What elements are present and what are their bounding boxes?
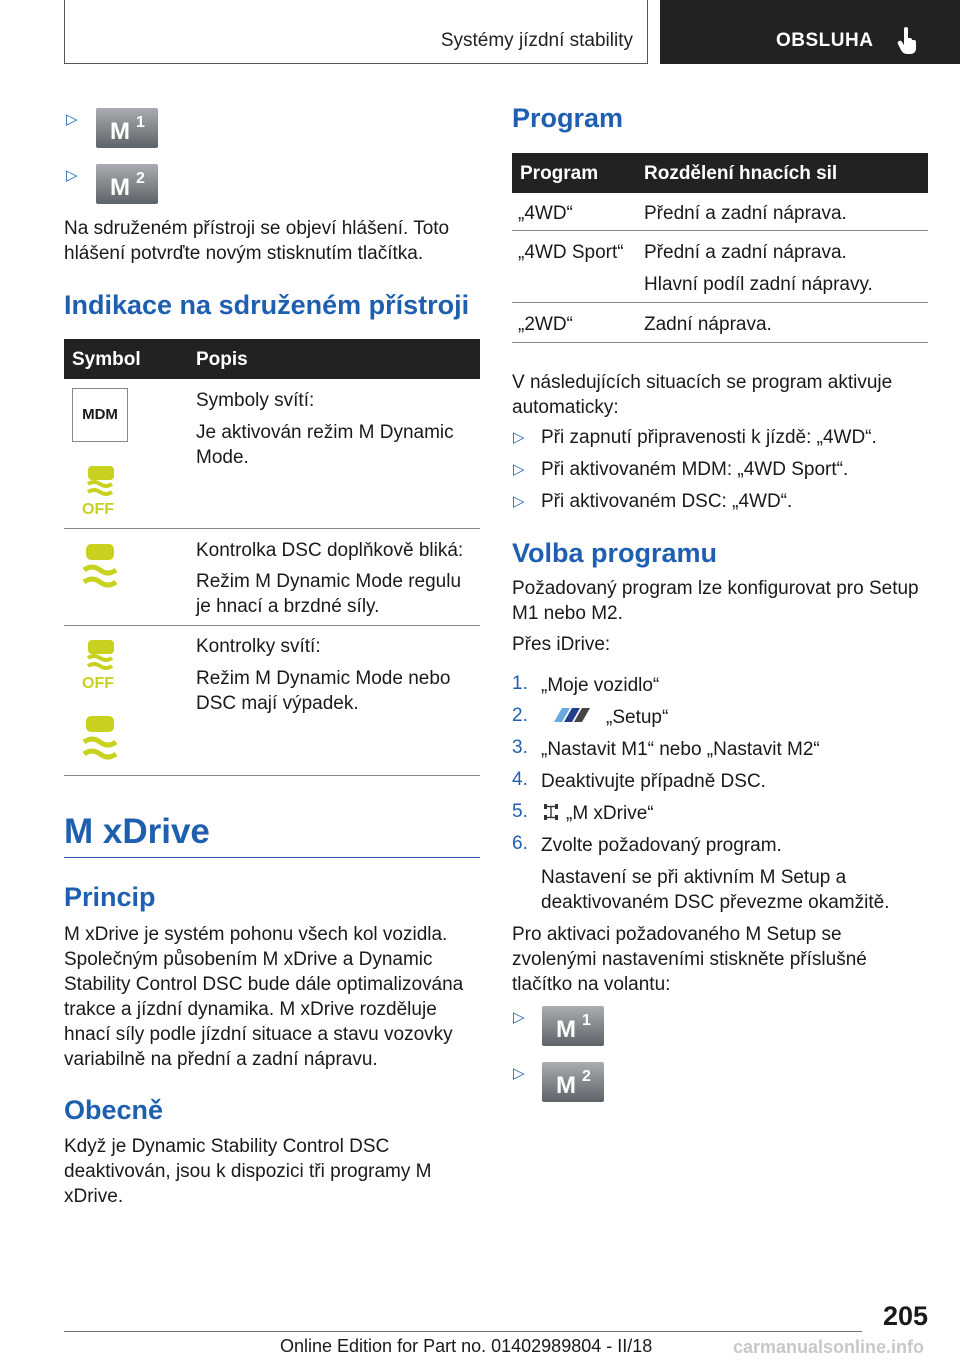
step-3-text: „Nastavit M1“ nebo „Nastavit M2“: [541, 739, 820, 760]
program-heading: Program: [512, 103, 624, 133]
table-row-1-line-1: Symboly svítí:: [196, 390, 315, 411]
auto-bullet-2: Při aktivovaném MDM: „4WD Sport“.: [541, 459, 849, 480]
dsc-icon: [78, 712, 122, 762]
indicator-heading: Indikace na sdruženém přístroji: [64, 290, 470, 320]
svg-text:1: 1: [136, 114, 145, 131]
table-row-2-line-1: Kontrolka DSC doplňkově bliká:: [196, 540, 464, 561]
svg-text:2: 2: [582, 1068, 591, 1085]
step-number: 1.: [512, 673, 528, 694]
idrive-text: Přes iDrive:: [512, 634, 611, 655]
intro-text: Na sdruženém přístroji se objeví hlášení. Toto hlášení potvrďte novým stisknutím tlačítka.: [64, 218, 450, 264]
col-program-header: Program: [520, 163, 599, 184]
step-2-text: „Setup“: [606, 707, 669, 728]
heading-rule: [64, 857, 480, 858]
bullet-triangle-icon: ▷: [513, 461, 525, 478]
col-popis-header: Popis: [196, 349, 248, 370]
dsc-off-icon: [80, 636, 122, 690]
table-divider: [512, 342, 928, 343]
table-row-3-line-2: Režim M Dynamic Mode nebo DSC mají výpadek.: [196, 668, 451, 714]
step-number: 2.: [512, 705, 528, 726]
table-divider: [512, 302, 928, 303]
svg-text:1: 1: [582, 1012, 591, 1029]
step-1-text: „Moje vozidlo“: [541, 675, 660, 696]
svg-text:OFF: OFF: [82, 501, 114, 516]
m2-button-icon: [96, 164, 158, 204]
step-4-text: Deaktivujte případně DSC.: [541, 771, 766, 792]
step-5-text: „M xDrive“: [566, 803, 654, 824]
bullet-triangle-icon: ▷: [66, 111, 78, 128]
footer-rule: [64, 1331, 862, 1332]
activate-text: Pro aktivaci požadovaného M Setup se zvolenými nastaveními stiskněte příslušné tlačítko na volantu:: [512, 924, 867, 995]
table-row-1-line-2: Je aktivován režim M Dynamic Mode.: [196, 422, 454, 468]
header-chapter-tab[interactable]: [660, 0, 960, 64]
step-number: 4.: [512, 769, 528, 790]
bullet-triangle-icon: ▷: [513, 1065, 525, 1082]
volba-heading: Volba programu: [512, 538, 718, 568]
step-6-note: Nastavení se při aktivním M Setup a deaktivovaném DSC převezme okamžitě.: [541, 867, 890, 913]
program-table-header: [512, 153, 928, 193]
svg-text:M: M: [110, 174, 130, 201]
dsc-icon: [78, 540, 122, 590]
step-6-text: Zvolte požadovaný program.: [541, 835, 782, 856]
table-row-2-line-2: Režim M Dynamic Mode regulu je hnací a brzdné síly.: [196, 571, 462, 617]
auto-bullet-3: Při aktivovaném DSC: „4WD“.: [541, 491, 793, 512]
mxdrive-heading: M xDrive: [64, 812, 210, 851]
program-row-3-name: „2WD“: [518, 314, 573, 335]
m-stripes-icon: [546, 706, 596, 724]
symbol-table-header: [64, 339, 480, 379]
dsc-off-icon: [80, 462, 122, 516]
program-row-3-desc: Zadní náprava.: [644, 314, 772, 335]
svg-text:M: M: [556, 1016, 576, 1043]
auto-text: V následujících situacích se program aktivuje automaticky:: [512, 372, 893, 418]
bullet-triangle-icon: ▷: [513, 429, 525, 446]
footer-edition: Online Edition for Part no. 01402989804 - II/18: [280, 1336, 653, 1356]
table-divider: [512, 230, 928, 231]
svg-text:2: 2: [136, 170, 145, 187]
pointing-hand-icon: [897, 26, 919, 54]
program-row-2-name: „4WD Sport“: [518, 242, 624, 263]
drivetrain-icon: [543, 802, 559, 822]
col-symbol-header: Symbol: [72, 349, 141, 370]
header-section-box: [64, 0, 648, 64]
table-row-3-line-1: Kontrolky svítí:: [196, 636, 321, 657]
obecne-heading: Obecně: [64, 1095, 164, 1125]
svg-text:M: M: [110, 118, 130, 145]
auto-bullet-1: Při zapnutí připravenosti k jízdě: „4WD“.: [541, 427, 877, 448]
page-number: 205: [882, 1301, 928, 1331]
table-divider: [64, 625, 480, 626]
program-row-2-desc-1: Přední a zadní náprava.: [644, 242, 847, 263]
m1-button-icon: [96, 108, 158, 148]
princip-heading: Princip: [64, 882, 156, 912]
bullet-triangle-icon: ▷: [513, 1009, 525, 1026]
obecne-text: Když je Dynamic Stability Control DSC deaktivován, jsou k dispozici tři programy M xDrive.: [64, 1136, 432, 1207]
volba-text: Požadovaný program lze konfigurovat pro Setup M1 nebo M2.: [512, 578, 919, 624]
program-row-1-desc: Přední a zadní náprava.: [644, 203, 847, 224]
program-row-1-name: „4WD“: [518, 203, 573, 224]
bullet-triangle-icon: ▷: [66, 167, 78, 184]
step-number: 5.: [512, 801, 528, 822]
mdm-symbol-icon: MDM: [72, 388, 128, 442]
watermark: carmanualsonline.info: [732, 1337, 924, 1357]
bullet-triangle-icon: ▷: [513, 493, 525, 510]
table-divider: [64, 775, 480, 776]
svg-text:OFF: OFF: [82, 675, 114, 690]
m2-button-icon: [542, 1062, 604, 1102]
step-number: 3.: [512, 737, 528, 758]
step-number: 6.: [512, 833, 528, 854]
header-chapter-title: OBSLUHA: [776, 30, 874, 51]
col-distribution-header: Rozdělení hnacích sil: [644, 163, 838, 184]
table-divider: [64, 528, 480, 529]
m1-button-icon: [542, 1006, 604, 1046]
svg-text:M: M: [556, 1072, 576, 1099]
princip-text: M xDrive je systém pohonu všech kol vozidla. Společným působením M xDrive a Dynamic Stability Control DSC bude dále optimalizována trakce a jízdní dynamika. M xDrive rozděluje hnací síly podle jízdní situace a stavu vozovky variabilně na přední a zadní nápravu.: [64, 924, 464, 1070]
header-section-title: Systémy jízdní stability: [440, 30, 633, 51]
program-row-2-desc-2: Hlavní podíl zadní nápravy.: [644, 274, 873, 295]
